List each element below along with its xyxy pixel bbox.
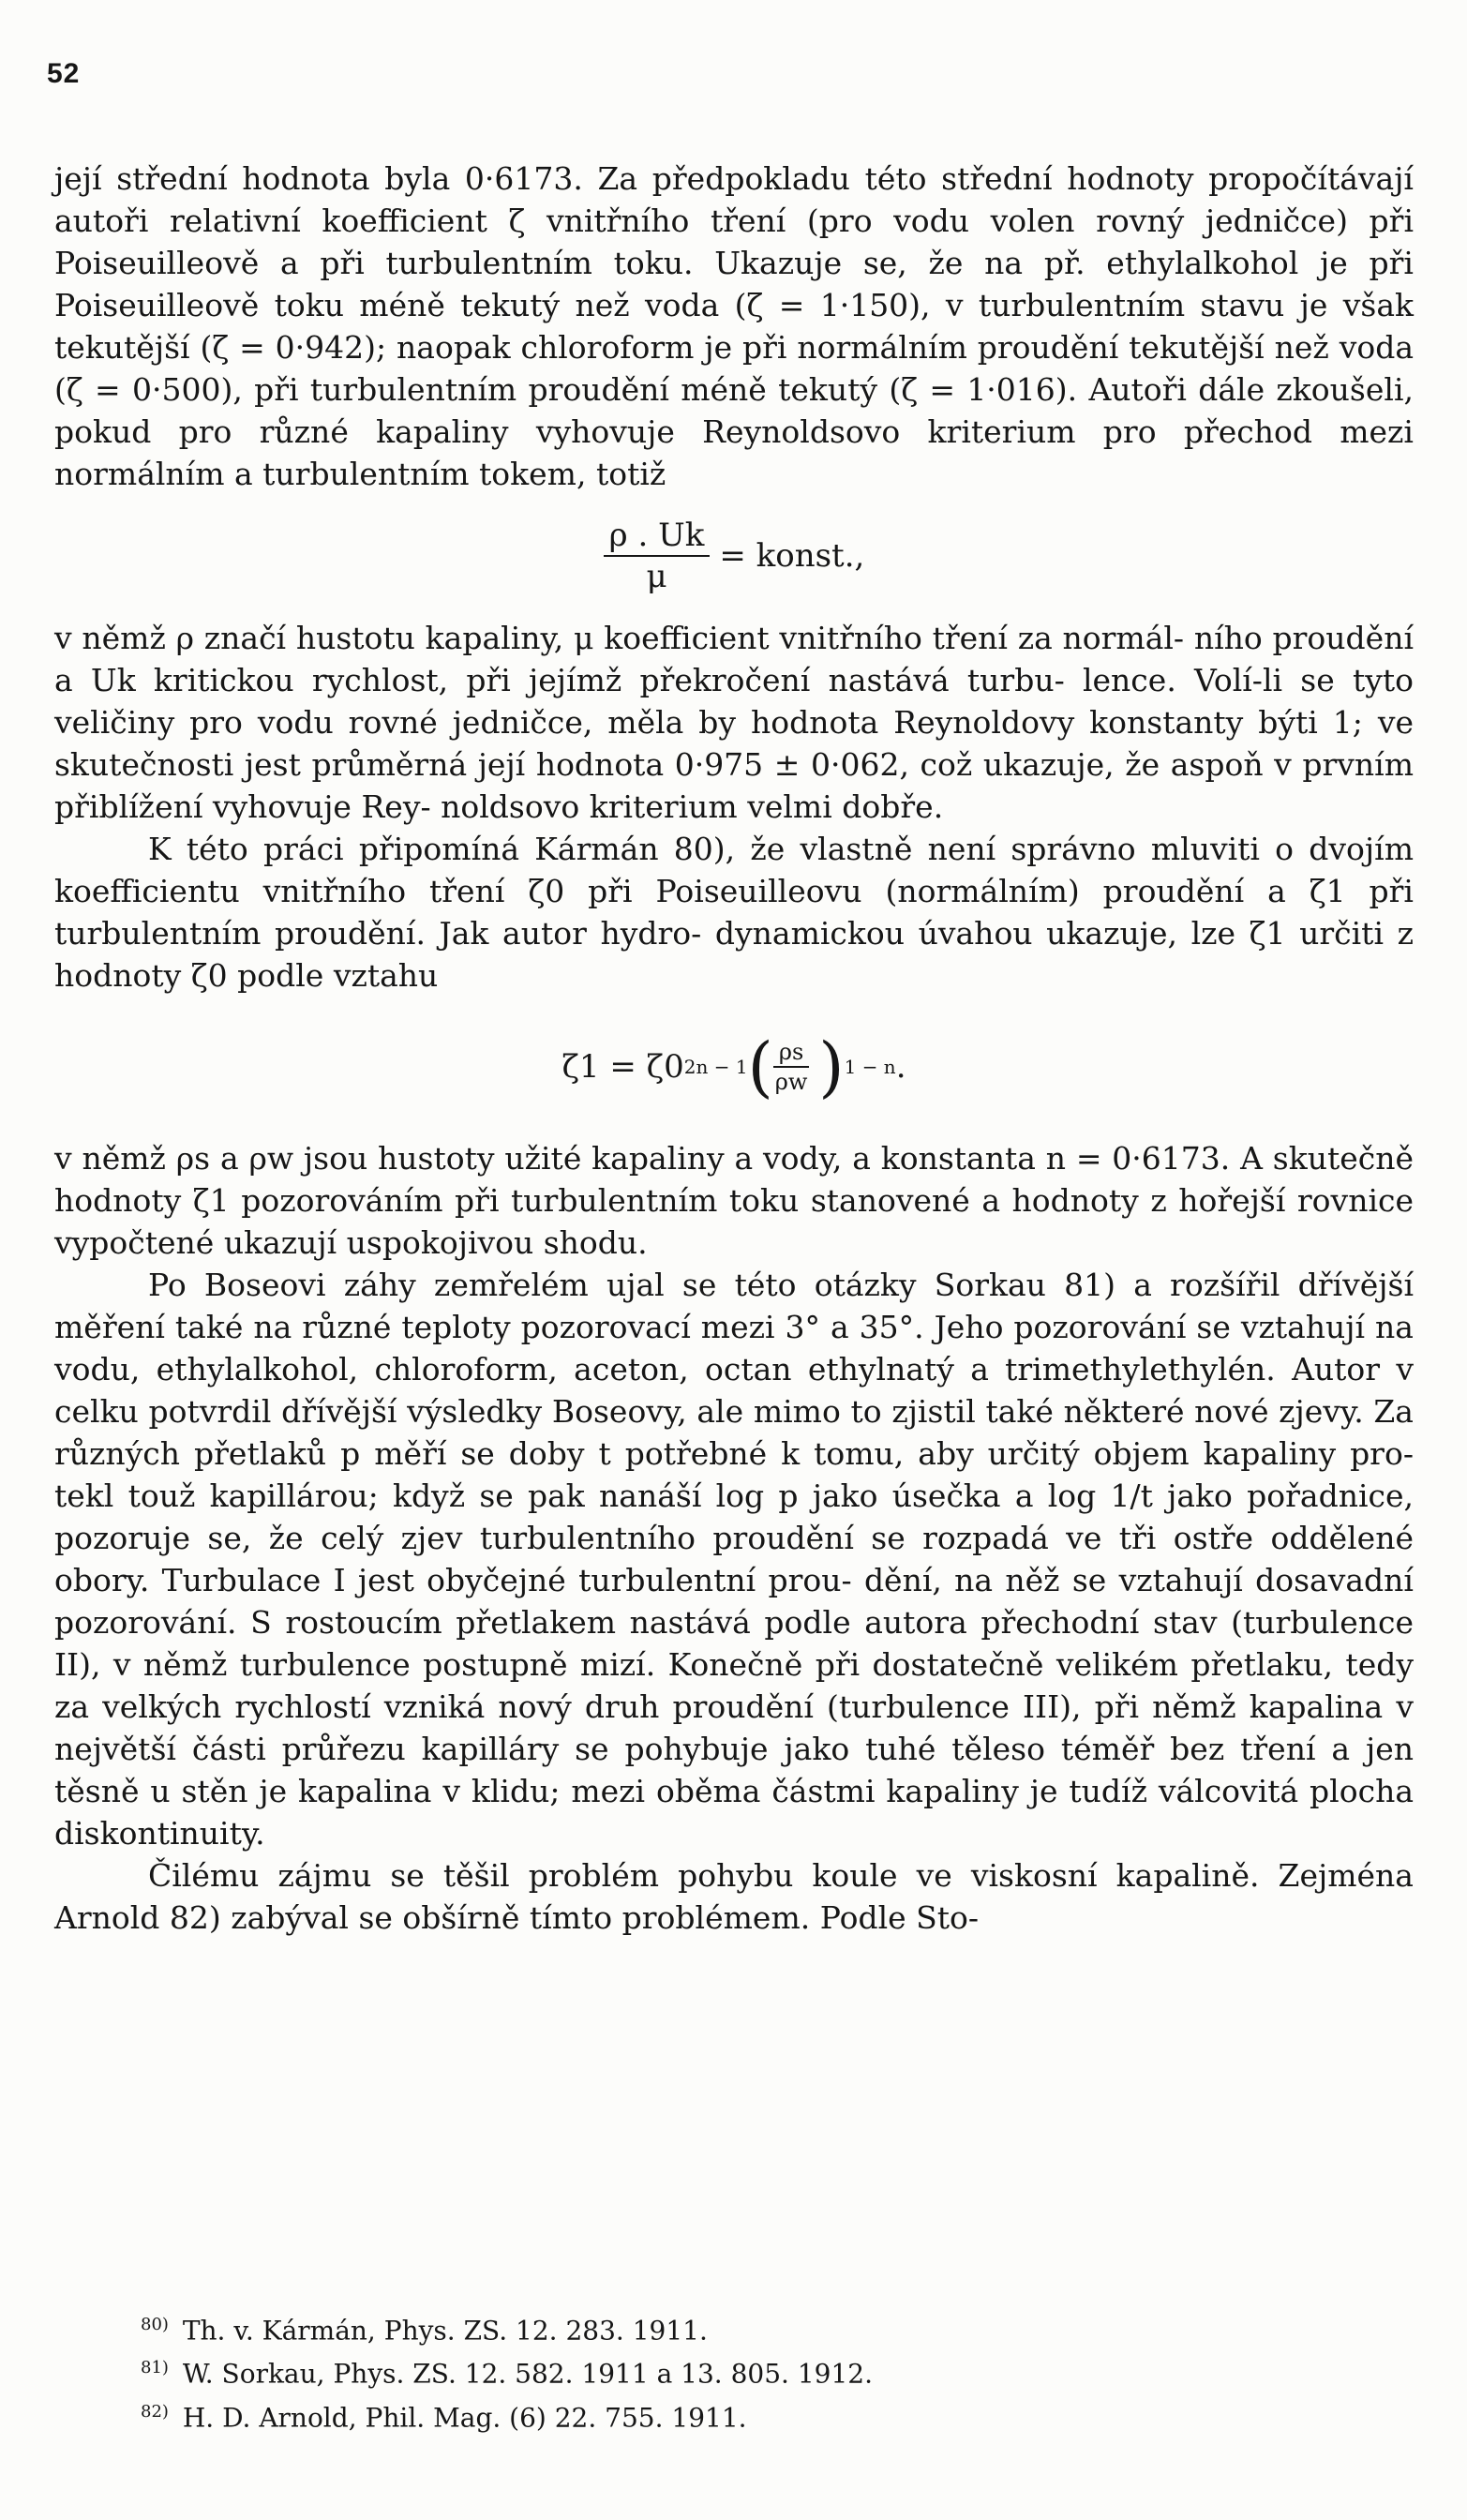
text-line: ve tři ostře oddělené obory. Turbulace I jest obyčejné turbulentní prou-	[54, 1520, 1414, 1598]
karman-formula: ζ1 = ζ0 2n − 1 ( $\frac{\rho s}{\rho w}$ ) 1 − n .	[561, 1028, 906, 1105]
paragraph-3	[54, 828, 1414, 997]
text-line: octan ethylnatý a trimethylethylén. Autor v celku potvrdil dřívější výsledky	[54, 1351, 1414, 1430]
text-line: 0·975 ± 0·062, což ukazuje, že aspoň v prvním přiblížení vyhovuje Rey-	[54, 746, 1415, 825]
density-fraction	[773, 1038, 809, 1096]
formula-numerator: ρ . Uk	[604, 516, 711, 557]
text-line: Ukazuje se, že na př. ethylalkohol je při Poiseuilleově toku méně	[54, 245, 1414, 323]
text-line: a rozšířil dřívější měření také na různé teploty pozorovací mezi 3° a 35°.	[54, 1267, 1415, 1345]
text-line: A skutečně hodnoty ζ1 pozorováním při turbulentním toku stanovené	[54, 1140, 1414, 1219]
text-line: volen rovný jedničce) při Poiseuilleově a při turbulentním toku.	[54, 202, 1414, 281]
formula2-base: ζ0	[646, 1047, 684, 1086]
footnotes	[141, 2306, 1359, 2437]
footnote-text: H. D. Arnold, Phil. Mag. (6) 22. 755. 1911.	[182, 2401, 747, 2433]
text-line: Boseovy, ale mimo to zjistil také některé nové zjevy. Za různých	[54, 1393, 1414, 1472]
text-line: přetlaků p měří se doby t potřebné k tomu, aby určitý objem kapaliny pro-	[194, 1435, 1414, 1472]
text-line: voda (ζ = 0·500), při turbulentním proudění méně tekutý (ζ = 1·016).	[54, 329, 1414, 408]
text-line: tekl touž kapillárou; když se pak nanáší log p jako úsečka a log 1/t jako	[54, 1478, 1248, 1514]
text-line: Po Boseovi záhy zemřelém ujal se této otázky Sorkau 81)	[148, 1267, 1134, 1303]
text-line: tření a jen těsně u stěn je kapalina v klidu; mezi oběma částmi kapaliny	[54, 1731, 1414, 1809]
footnote	[141, 2349, 1359, 2392]
text-line: (ζ = 0·942); naopak chloroform je při normálním proudění tekutější než	[200, 329, 1340, 366]
left-paren-icon: (	[747, 1028, 773, 1105]
text-line: v němž ρs a ρw jsou hustoty užité kapaliny a vody, a konstanta n = 0·6173.	[54, 1140, 1241, 1177]
footnote-text: Th. v. Kármán, Phys. ZS. 12. 283. 1911.	[182, 2315, 708, 2347]
text-line: v největší části průřezu kapilláry se pohybuje jako tuhé těleso téměř bez	[54, 1688, 1414, 1767]
text-line: Jeho pozorování se vztahují na vodu, ethylalkohol, chloroform, aceton,	[54, 1309, 1414, 1388]
paragraph-6	[54, 1854, 1414, 1939]
formula-rhs: = konst.,	[719, 536, 865, 575]
density-numerator: ρs	[773, 1038, 809, 1068]
text-line: její střední hodnota byla 0·6173. Za předpokladu této střední hodnoty	[54, 160, 1209, 197]
text-line: Čilému zájmu se těšil problém pohybu koule ve viskosní kapalině.	[148, 1857, 1279, 1894]
text-line: propočítávají autoři relativní koefficient ζ vnitřního tření (pro vodu	[54, 160, 1414, 239]
text-line: K této práci připomíná Kármán 80), že vlastně není správno	[148, 831, 1151, 867]
formula-fraction	[604, 516, 711, 596]
text-line: Autoři dále zkoušeli, pokud pro různé kapaliny vyhovuje Reynoldsovo	[54, 371, 1414, 450]
formula2-lhs: ζ1 =	[561, 1047, 636, 1086]
text-line: v němž ρ značí hustotu kapaliny, μ koefficient vnitřního tření za normál-	[54, 620, 1194, 656]
text-line: Reynoldovy konstanty býti 1; ve skutečnosti jest průměrná její hodnota	[54, 704, 1414, 783]
text-line: dění, na něž se vztahují dosavadní pozorování. S rostoucím přetlakem	[54, 1562, 1414, 1641]
paragraph-1	[54, 158, 1414, 495]
text-line: pořadnice, pozoruje se, že celý zjev turbulentního proudění se rozpadá	[54, 1478, 1414, 1556]
footnote	[141, 2393, 1359, 2437]
text-line: mluviti o dvojím koefficientu vnitřního tření ζ0 při Poiseuilleovu	[54, 831, 1414, 909]
text-line: tekutý než voda (ζ = 1·150), v turbulentním stavu je však tekutější	[54, 287, 1414, 366]
text-line: dynamickou úvahou ukazuje, lze ζ1 určiti z hodnoty ζ0 podle vztahu	[54, 915, 1414, 994]
density-denominator: ρw	[774, 1069, 808, 1095]
paragraph-4	[54, 1137, 1414, 1264]
text-line: noldsovo kriterium velmi dobře.	[441, 788, 944, 825]
footnote-number: 80)	[141, 2315, 169, 2334]
body-text	[54, 158, 1414, 1939]
footnote-text: W. Sorkau, Phys. ZS. 12. 582. 1911 a 13. 805. 1912.	[182, 2358, 874, 2390]
text-line: lence. Volí-li se tyto veličiny pro vodu rovné jedničce, měla by hodnota	[54, 662, 1414, 741]
text-line: rychlostí vzniká nový druh proudění (turbulence III), při němž kapalina	[234, 1688, 1397, 1725]
page-number: 52	[47, 58, 81, 89]
text-line: a hodnoty z hořejší rovnice vypočtené ukazují uspokojivou shodu.	[54, 1182, 1415, 1261]
text-line: Zejména Arnold 82) zabýval se obšírně tímto problémem. Podle Sto-	[54, 1857, 1414, 1936]
text-line: ního proudění a Uk kritickou rychlost, při jejímž překročení nastává turbu-	[54, 620, 1415, 698]
text-line: nastává podle autora přechodní stav (turbulence II), v němž turbulence	[54, 1604, 1414, 1683]
text-line: kriterium pro přechod mezi normálním a turbulentním tokem, totiž	[54, 413, 1414, 492]
formula2-tail: .	[895, 1047, 906, 1086]
paragraph-5	[54, 1264, 1414, 1854]
footnote	[141, 2306, 1359, 2349]
text-line: (normálním) proudění a ζ1 při turbulentním proudění. Jak autor hydro-	[54, 873, 1414, 952]
footnote-number: 82)	[141, 2401, 169, 2422]
right-paren-icon: )	[818, 1028, 845, 1105]
paragraph-2	[54, 617, 1414, 828]
footnote-number: 81)	[141, 2358, 169, 2378]
reynolds-formula	[54, 495, 1414, 617]
text-line: je tudíž válcovitá plocha diskontinuity.	[54, 1773, 1415, 1852]
text-line: postupně mizí. Konečně při dostatečně velikém přetlaku, tedy za velkých	[54, 1646, 1414, 1725]
formula-denominator: μ	[646, 558, 667, 595]
